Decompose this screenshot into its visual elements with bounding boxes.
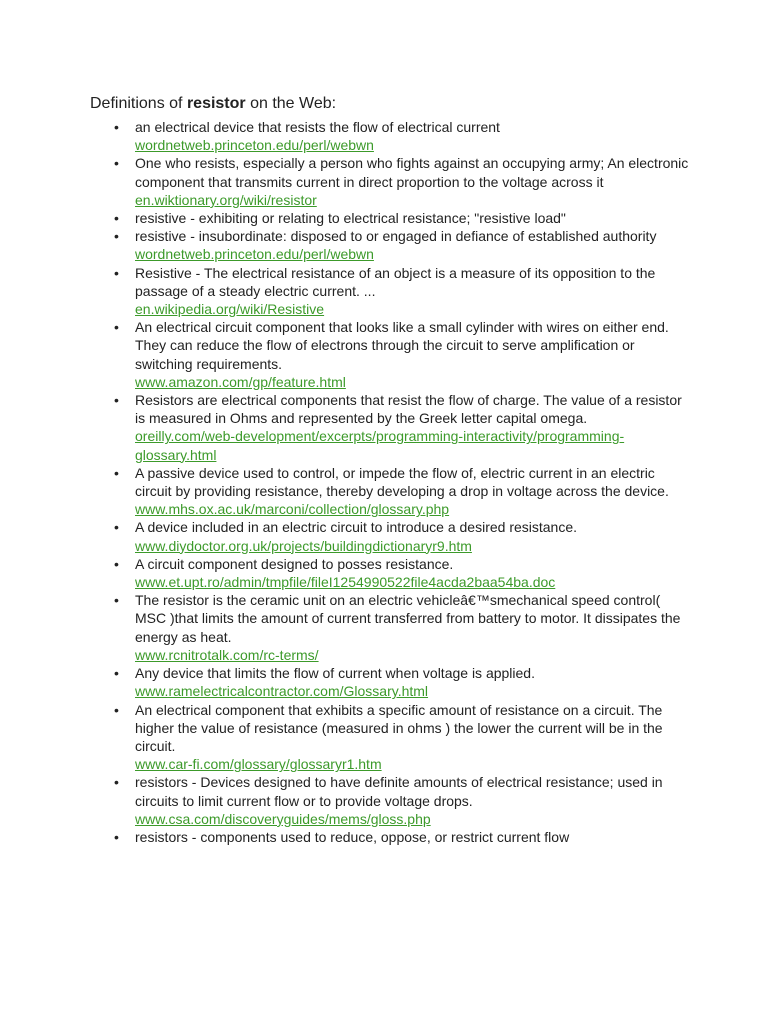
definition-source-link[interactable]: www.mhs.ox.ac.uk/marconi/collection/glossary.php (135, 501, 450, 518)
bullet-icon: • (114, 464, 119, 481)
definition-text: resistive - exhibiting or relating to electrical resistance; "resistive load" (135, 210, 566, 227)
definition-text: A passive device used to control, or impede the flow of, electric current in an electric circuit by providing resistance, thereby developing a drop in voltage across the device. (135, 464, 669, 500)
bullet-icon: • (114, 119, 119, 135)
definition-item (90, 773, 690, 828)
definition-item (90, 828, 690, 846)
definition-source-link[interactable]: www.amazon.com/gp/feature.html (135, 373, 346, 390)
definition-item (90, 209, 690, 227)
definition-source-link[interactable]: oreilly.com/web-development/excerpts/programming-interactivity/programming-glossary.html (135, 428, 625, 463)
definition-source-link[interactable]: www.car-fi.com/glossary/glossaryr1.htm (135, 756, 382, 773)
definition-source-link[interactable]: www.ramelectricalcontractor.com/Glossary.html (135, 683, 429, 700)
bullet-icon: • (114, 210, 119, 227)
definition-item (90, 118, 690, 154)
heading-suffix: on the Web: (245, 95, 337, 112)
definition-text: A circuit component designed to posses resistance. (135, 555, 454, 572)
definition-item (90, 318, 690, 391)
definition-text: resistors - Devices designed to have definite amounts of electrical resistance; used in circuits to limit current flow or to provide voltage drops. (135, 774, 663, 809)
bullet-icon: • (114, 264, 119, 281)
definitions-list (90, 118, 690, 846)
definition-item (90, 464, 690, 519)
bullet-icon: • (114, 228, 119, 245)
definition-source-link[interactable]: en.wikipedia.org/wiki/Resistive (135, 301, 325, 318)
definition-text: resistors - components used to reduce, oppose, or restrict current flow (135, 828, 570, 845)
definition-item (90, 591, 690, 664)
bullet-icon: • (114, 155, 119, 172)
definition-text: Any device that limits the flow of current when voltage is applied. (135, 665, 535, 682)
definition-text: resistive - insubordinate: disposed to or engaged in defiance of established authority (135, 228, 657, 245)
definition-item (90, 264, 690, 319)
definition-source-link[interactable]: wordnetweb.princeton.edu/perl/webwn (135, 137, 374, 154)
definition-source-link[interactable]: www.rcnitrotalk.com/rc-terms/ (135, 646, 319, 663)
bullet-icon: • (114, 701, 119, 718)
definition-text: The resistor is the ceramic unit on an electric vehicleâ€™smechanical speed control( MSC )that limits the amount of current transferred from battery to motor. It dissipates the energy as heat. (135, 592, 681, 645)
bullet-icon: • (114, 519, 119, 536)
bullet-icon: • (114, 555, 119, 572)
definition-text: One who resists, especially a person who fights against an occupying army; An electronic component that transmits current in direct proportion to the voltage across it (135, 155, 689, 190)
bullet-icon: • (114, 319, 119, 336)
definition-item (90, 391, 690, 464)
definition-item (90, 701, 690, 774)
definition-source-link[interactable]: en.wiktionary.org/wiki/resistor (135, 191, 317, 208)
definitions-page (90, 94, 690, 846)
definition-source-link[interactable]: www.csa.com/discoveryguides/mems/gloss.php (135, 810, 431, 827)
page-heading (90, 94, 690, 114)
definition-source-link[interactable]: wordnetweb.princeton.edu/perl/webwn (135, 246, 374, 263)
bullet-icon: • (114, 665, 119, 682)
definition-source-link[interactable]: www.et.upt.ro/admin/tmpfile/fileI1254990522file4acda2baa54ba.doc (135, 574, 556, 591)
definition-text: An electrical component that exhibits a specific amount of resistance on a circuit. The higher the value of resistance (measured in ohms ) the lower the current will be in the circuit. (135, 701, 663, 754)
bullet-icon: • (114, 828, 119, 845)
definition-item (90, 664, 690, 700)
bullet-icon: • (114, 592, 119, 609)
definition-item (90, 154, 690, 209)
definition-item (90, 518, 690, 554)
heading-term: resistor (186, 95, 246, 112)
bullet-icon: • (114, 774, 119, 791)
definition-item (90, 555, 690, 591)
definition-text: Resistive - The electrical resistance of an object is a measure of its opposition to the passage of a steady electric current. ... (135, 264, 656, 299)
definition-text: Resistors are electrical components that resist the flow of charge. The value of a resistor is measured in Ohms and represented by the Greek letter capital omega. (135, 392, 682, 427)
definition-source-link[interactable]: www.diydoctor.org.uk/projects/buildingdictionaryr9.htm (135, 537, 472, 554)
definition-text: an electrical device that resists the flow of electrical current (135, 119, 500, 135)
definition-text: An electrical circuit component that looks like a small cylinder with wires on either end. They can reduce the flow of electrons through the circuit to serve amplification or switching requirements. (135, 319, 669, 372)
heading-prefix: Definitions of (90, 95, 187, 112)
bullet-icon: • (114, 392, 119, 409)
definition-text: A device included in an electric circuit to introduce a desired resistance. (135, 519, 578, 536)
definition-item (90, 227, 690, 263)
